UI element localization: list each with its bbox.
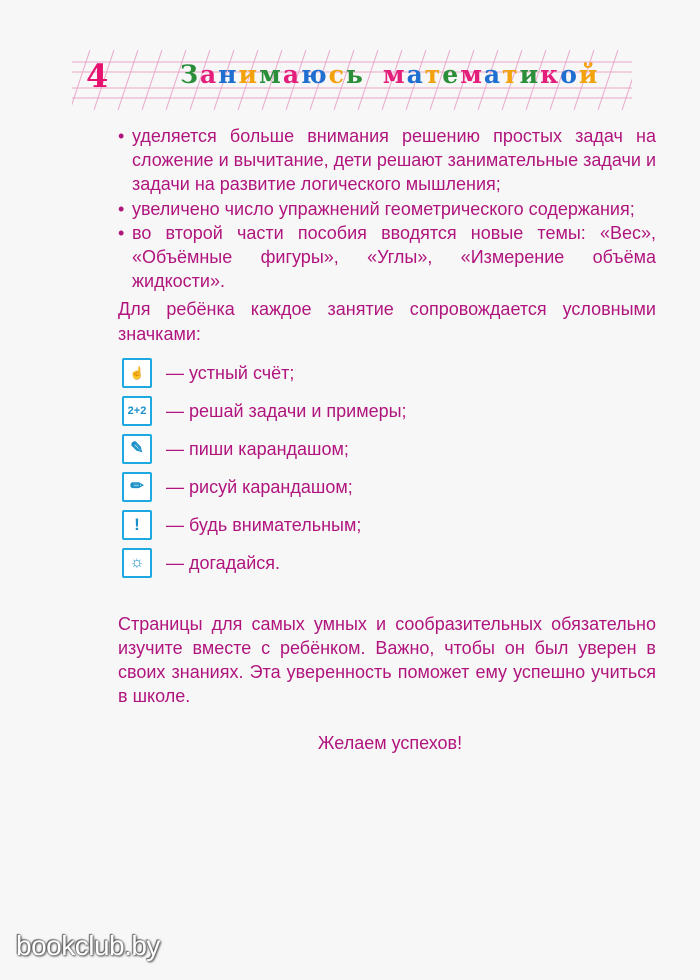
title-letter: м: [382, 60, 407, 89]
light-bulb-icon: ☼: [122, 548, 152, 578]
slant-guide-line: [118, 50, 138, 110]
title-letter: с: [328, 60, 346, 89]
slant-guide-line: [142, 50, 162, 110]
title-letter: к: [540, 60, 561, 89]
bullet-text: во второй части пособия вводятся новые темы: «Вес», «Объёмные фигуры», «Углы», «Измерение объёма жидкости».: [132, 222, 656, 292]
page-body: [118, 124, 656, 755]
icon-legend: [122, 354, 656, 582]
title-letter: и: [238, 60, 260, 89]
title-letter: а: [406, 60, 425, 89]
hand-counting-icon: ☝: [122, 358, 152, 388]
slant-guide-line: [598, 50, 618, 110]
intro-paragraph: Для ребёнка каждое занятие сопровождается условными значками:: [118, 299, 656, 344]
legend-item: [122, 544, 656, 582]
legend-text: — пиши карандашом;: [166, 438, 349, 459]
title-letter: З: [180, 60, 201, 89]
legend-item: [122, 468, 656, 506]
closing-wish: Желаем успехов!: [317, 732, 463, 753]
legend-text: — устный счёт;: [166, 362, 295, 383]
page-title: [180, 60, 599, 89]
title-letter: н: [218, 60, 239, 89]
bullet-item: [118, 197, 656, 221]
watermark: bookclub.by: [16, 930, 160, 961]
title-letter: ь: [345, 60, 365, 89]
bullet-text: увеличено число упражнений геометрического содержания;: [132, 198, 635, 219]
legend-item: [122, 506, 656, 544]
title-letter: а: [282, 60, 302, 89]
legend-text: — будь внимательным;: [166, 514, 362, 535]
title-letter: м: [460, 60, 484, 89]
title-letter: а: [200, 60, 219, 89]
page-number: 4: [86, 57, 109, 95]
bullet-marker: •: [118, 198, 125, 219]
page-header: [72, 50, 632, 112]
bullet-marker: •: [118, 126, 125, 146]
bullet-item: [118, 124, 656, 197]
bullet-text: уделяется больше внимания решению простых задач на сложение и вычитание, дети решают занимательные задачи и задачи на развитие логического мышления;: [132, 126, 657, 195]
legend-text: — рисуй карандашом;: [166, 476, 353, 497]
title-letter: а: [483, 60, 503, 89]
pencil-draw-icon: ✏: [122, 472, 152, 502]
title-letter: о: [560, 60, 579, 89]
pencil-write-icon: ✎: [122, 434, 152, 464]
title-letter: м: [259, 60, 283, 89]
title-letter: й: [578, 60, 600, 89]
title-letter: ю: [301, 60, 329, 89]
exclamation-icon: !: [122, 510, 152, 540]
legend-item: [122, 430, 656, 468]
slant-guide-line: [622, 50, 632, 110]
closing-paragraph: Страницы для самых умных и сообразительных обязательно изучите вместе с ребёнком. Важно, чтобы он был уверен в своих знаниях. Эта уверенность поможет ему успешно учиться в школе.: [118, 613, 656, 707]
title-letter: е: [442, 60, 461, 89]
legend-item: [122, 354, 656, 392]
bullet-marker: •: [118, 222, 125, 243]
title-letter: и: [519, 60, 541, 89]
two-plus-two-icon: 2+2: [122, 396, 152, 426]
title-letter: т: [502, 60, 520, 89]
legend-item: [122, 392, 656, 430]
title-letter: т: [424, 60, 443, 89]
legend-text: — решай задачи и примеры;: [166, 400, 407, 421]
legend-text: — догадайся.: [166, 552, 281, 573]
bullet-item: [118, 221, 656, 294]
